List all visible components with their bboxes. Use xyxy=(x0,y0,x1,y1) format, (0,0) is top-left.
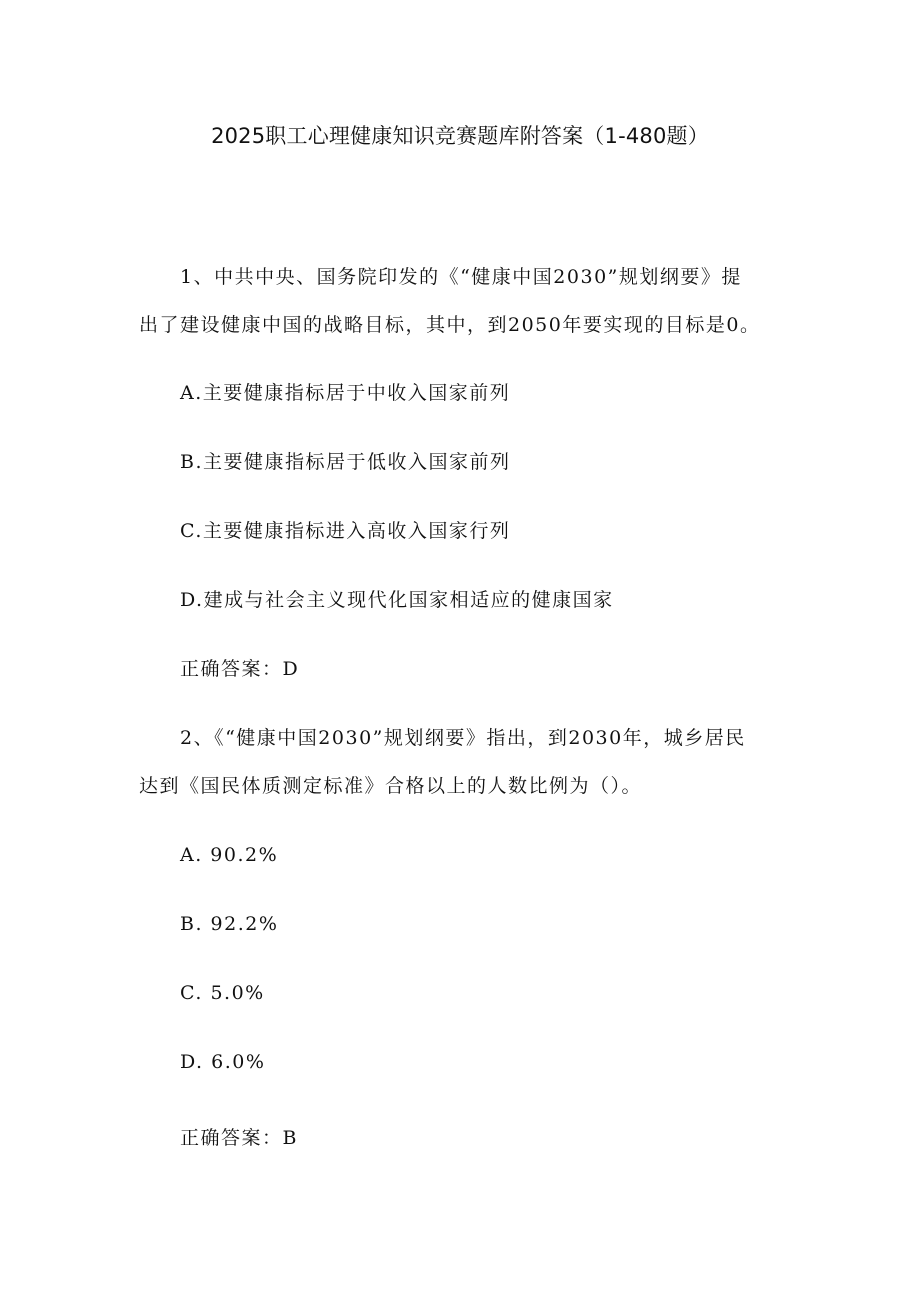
question-2-option-b: B. 92.2% xyxy=(180,913,279,935)
question-1-option-a: A.主要健康指标居于中收入国家前列 xyxy=(180,382,511,404)
question-2-option-d: D. 6.0% xyxy=(180,1051,266,1073)
question-1-option-b: B.主要健康指标居于低收入国家前列 xyxy=(180,451,511,473)
question-2-stem-line-1: 2、《“健康中国2030”规划纲要》指出，到2030年，城乡居民 xyxy=(180,727,746,749)
question-2-option-a: A. 90.2% xyxy=(180,844,279,866)
question-2-option-c: C. 5.0% xyxy=(180,982,265,1004)
question-1-option-d: D.建成与社会主义现代化国家相适应的健康国家 xyxy=(180,589,614,611)
question-1-answer: 正确答案：D xyxy=(180,658,300,680)
document-title: 2025职工心理健康知识竞赛题库附答案（1-480题） xyxy=(211,124,709,148)
question-1-stem-line-2: 出了建设健康中国的战略目标，其中，到2050年要实现的目标是0。 xyxy=(139,314,761,336)
question-1-stem-line-1: 1、中共中央、国务院印发的《“健康中国2030”规划纲要》提 xyxy=(180,266,742,288)
question-1-option-c: C.主要健康指标进入高收入国家行列 xyxy=(180,520,511,542)
question-2-answer: 正确答案：B xyxy=(180,1127,298,1149)
question-2-stem-line-2: 达到《国民体质测定标准》合格以上的人数比例为（）。 xyxy=(139,775,643,797)
